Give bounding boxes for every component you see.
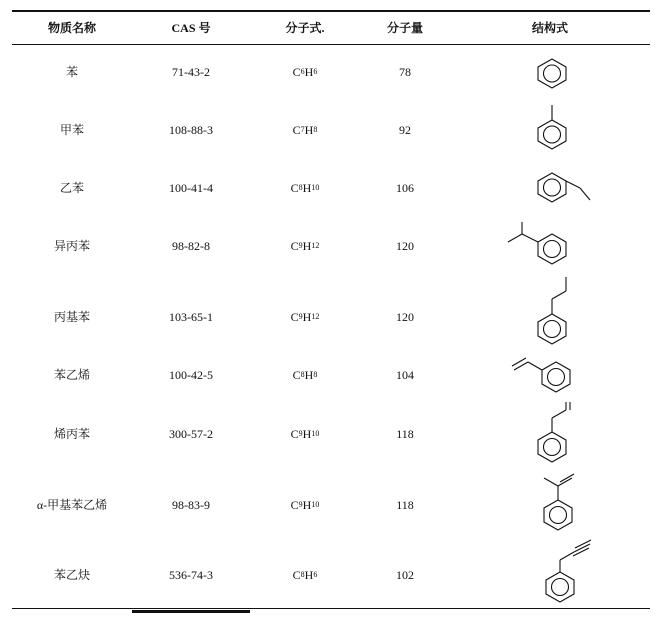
cell-formula: C 8 H 8 bbox=[292, 368, 318, 382]
cell-cas: 100-41-4 bbox=[169, 181, 213, 195]
formula-h: H bbox=[302, 498, 312, 512]
cell-name: 烯丙苯 bbox=[53, 427, 90, 441]
cell-molecular-weight: 120 bbox=[396, 310, 414, 324]
formula-h: H bbox=[302, 427, 312, 441]
formula-c: C bbox=[292, 123, 301, 137]
formula-h: H bbox=[302, 239, 312, 253]
cell-formula: C 9 H 10 bbox=[290, 427, 320, 441]
cell-name: 苯乙炔 bbox=[53, 568, 90, 582]
formula-c: C bbox=[290, 498, 299, 512]
alpha-methylstyrene-structure-icon bbox=[544, 474, 574, 530]
cell-molecular-weight: 104 bbox=[396, 368, 414, 382]
cell-name: 甲苯 bbox=[59, 123, 84, 137]
formula-h: H bbox=[304, 123, 314, 137]
cell-name: 丙基苯 bbox=[53, 310, 90, 324]
formula-c: C bbox=[290, 427, 299, 441]
cell-formula: C 9 H 12 bbox=[290, 310, 320, 324]
cell-formula: C 9 H 12 bbox=[290, 239, 320, 253]
cell-cas: 108-88-3 bbox=[169, 123, 213, 137]
cell-cas: 71-43-2 bbox=[172, 65, 210, 79]
toluene-structure-icon bbox=[538, 105, 566, 149]
cell-formula: C 9 H 10 bbox=[290, 498, 320, 512]
cell-cas: 98-83-9 bbox=[172, 498, 210, 512]
formula-c: C bbox=[290, 310, 299, 324]
formula-h: H bbox=[304, 65, 314, 79]
phenylacetylene-structure-icon bbox=[546, 540, 591, 602]
ethylbenzene-structure-icon bbox=[538, 173, 590, 202]
cell-name: 异丙苯 bbox=[53, 239, 90, 253]
formula-c: C bbox=[292, 65, 301, 79]
propylbenzene-structure-icon bbox=[538, 277, 566, 344]
formula-c: C bbox=[292, 568, 301, 582]
cell-molecular-weight: 102 bbox=[396, 568, 414, 582]
cell-molecular-weight: 120 bbox=[396, 239, 414, 253]
cell-name: 乙苯 bbox=[59, 181, 84, 195]
formula-h: H bbox=[304, 568, 314, 582]
cumene-structure-icon bbox=[508, 222, 566, 264]
formula-c: C bbox=[290, 239, 299, 253]
cell-formula: C 8 H 6 bbox=[292, 568, 318, 582]
cell-formula: C 7 H 8 bbox=[292, 123, 318, 137]
cell-formula: C 6 H 6 bbox=[292, 65, 318, 79]
header-formula: 分子式. bbox=[285, 21, 325, 35]
formula-h: H bbox=[302, 181, 312, 195]
cell-molecular-weight: 78 bbox=[399, 65, 411, 79]
cell-molecular-weight: 92 bbox=[399, 123, 411, 137]
cell-cas: 536-74-3 bbox=[169, 568, 213, 582]
cell-molecular-weight: 118 bbox=[396, 427, 414, 441]
cell-name: α-甲基苯乙烯 bbox=[36, 498, 108, 512]
header-molecular-weight: 分子量 bbox=[386, 21, 423, 35]
cell-name: 苯乙烯 bbox=[53, 368, 90, 382]
formula-h: H bbox=[302, 310, 312, 324]
styrene-structure-icon bbox=[512, 358, 570, 392]
formula-c: C bbox=[292, 368, 301, 382]
cell-cas: 100-42-5 bbox=[169, 368, 213, 382]
formula-h: H bbox=[304, 368, 314, 382]
header-structure: 结构式 bbox=[531, 21, 568, 35]
benzene-structure-icon bbox=[538, 59, 566, 88]
cell-molecular-weight: 106 bbox=[396, 181, 414, 195]
cell-formula: C 8 H 10 bbox=[290, 181, 320, 195]
formula-c: C bbox=[290, 181, 299, 195]
header-cas: CAS 号 bbox=[171, 21, 211, 35]
allylbenzene-structure-icon bbox=[538, 402, 570, 462]
cell-name: 苯 bbox=[65, 65, 78, 79]
cell-cas: 300-57-2 bbox=[169, 427, 213, 441]
header-name: 物质名称 bbox=[47, 21, 96, 35]
cell-cas: 103-65-1 bbox=[169, 310, 213, 324]
cell-molecular-weight: 118 bbox=[396, 498, 414, 512]
cell-cas: 98-82-8 bbox=[172, 239, 210, 253]
